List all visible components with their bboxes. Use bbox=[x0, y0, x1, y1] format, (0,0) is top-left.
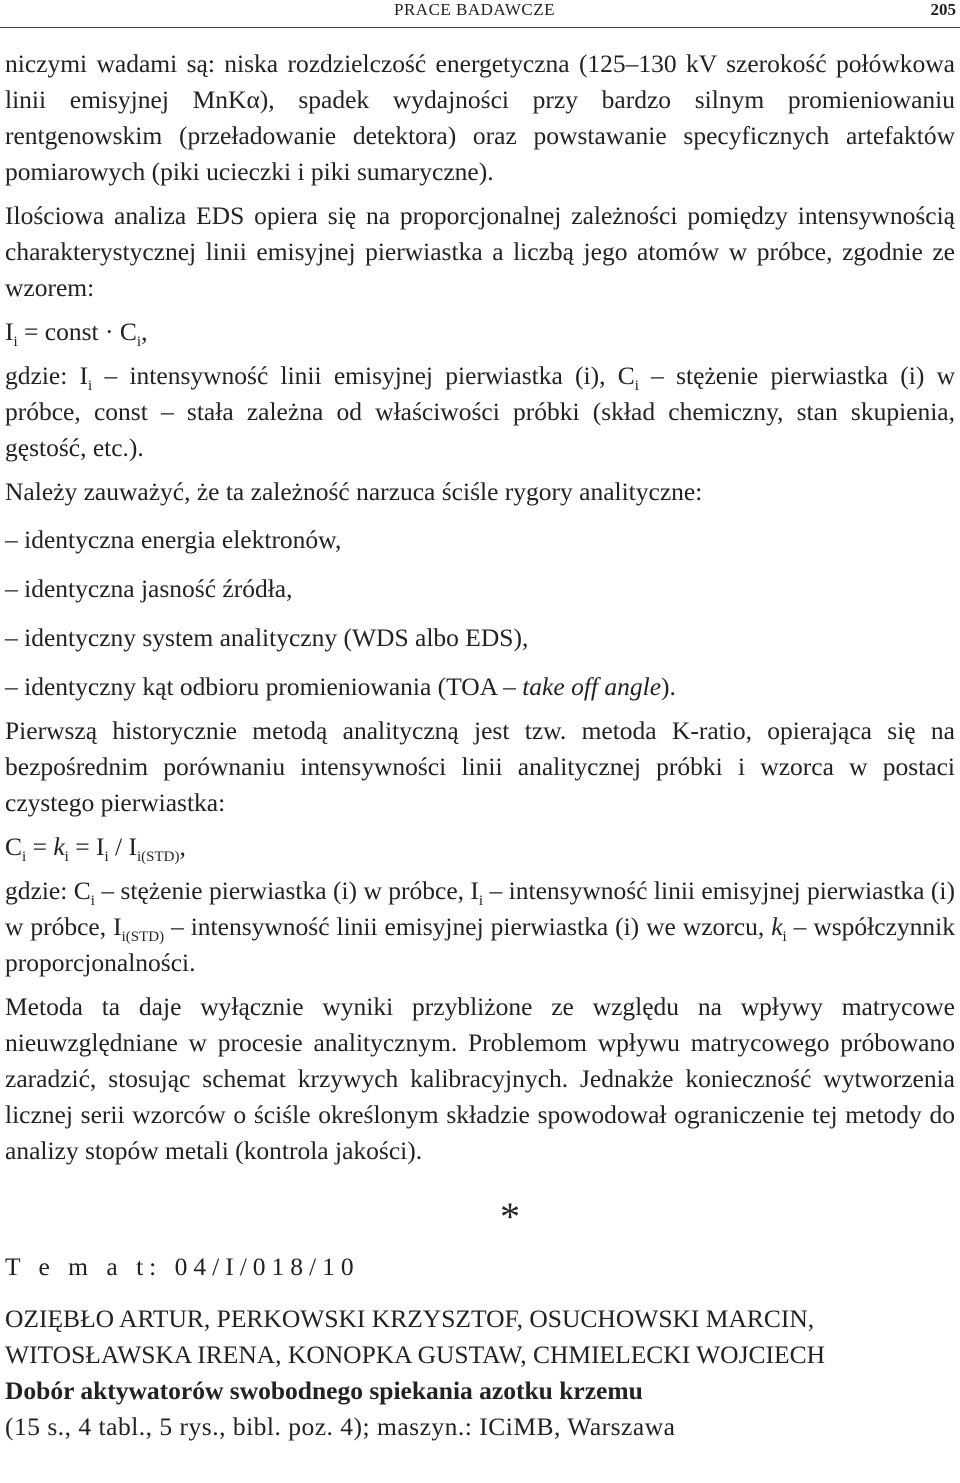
report-meta: (15 s., 4 tabl., 5 rys., bibl. poz. 4); maszyn.: ICiMB, Warszawa bbox=[5, 1412, 676, 1441]
report-title: Dobór aktywatorów swobodnego spiekania azotku krzemu bbox=[5, 1376, 643, 1405]
section-separator: * bbox=[500, 1194, 520, 1239]
paragraph-k-ratio: Pierwszą historycznie metodą analityczną jest tzw. metoda K-ratio, opierająca się na bezpośrednim porównaniu intensywności linii analitycznej próbki i wzorca w postaci czystego pierwiastka: bbox=[5, 716, 955, 817]
header-rule bbox=[0, 27, 960, 28]
page-number: 205 bbox=[930, 0, 956, 19]
rigors-list bbox=[5, 522, 955, 705]
paragraph-rigors: Należy zauważyć, że ta zależność narzuca ściśle rygory analityczne: bbox=[5, 477, 703, 506]
paragraph-k-ratio-legend: gdzie: $C_i$ – stężenie pierwiastka (i) w próbce, $I_i$ – intensywność linii emisyjnej pierwiastka (i) w próbce, $I_{i(STD)}$ – intensywność linii emisyjnej pierwiastka (i) we wzorcu, $k_i$ – współczynnik proporcjonalności. bbox=[5, 876, 955, 977]
list-item: – identyczna energia elektronów, bbox=[5, 525, 342, 554]
formula-k-ratio: $C_i = k_i = I_i / I_{i(STD)}$, bbox=[5, 832, 186, 865]
paragraph-formula-legend: gdzie: $I_i$ – intensywność linii emisyjnej pierwiastka (i), $C_i$ – stężenie pierwiastka (i) w próbce, const – stała zależna od właściwości próbki (skład chemiczny, stan skupienia, gęstość, etc.). bbox=[5, 361, 955, 462]
list-item: – identyczny system analityczny (WDS albo EDS), bbox=[5, 623, 529, 652]
page-body bbox=[5, 46, 955, 1445]
list-item: – identyczny kąt odbioru promieniowania (TOA – take off angle). bbox=[5, 672, 676, 701]
running-head: PRACE BADAWCZE bbox=[394, 0, 556, 19]
list-item: – identyczna jasność źródła, bbox=[5, 574, 293, 603]
paragraph-limitations: niczymi wadami są: niska rozdzielczość energetyczna (125–130 kV szerokość połówkowa linii emisyjnej MnKα), spadek wydajności przy bardzo silnym promieniowaniu rentgenowskim (przeładowanie detektora) oraz powstawanie specyficznych artefaktów pomiarowych (piki ucieczki i piki sumaryczne). bbox=[5, 49, 955, 186]
paragraph-matrix-effects: Metoda ta daje wyłącznie wyniki przybliżone ze względu na wpływy matrycowe nieuwzględniane w procesie analitycznym. Problemom wpływu matrycowego próbowano zaradzić, stosując schemat krzywych kalibracyjnych. Jednakże konieczność wytworzenia licznej serii wzorców o ściśle określonym składzie spowodował ograniczenie tej metody do analizy stopów metali (kontrola jakości). bbox=[5, 992, 955, 1165]
formula-intensity: $I_i$ = const · $C_i$, bbox=[5, 317, 148, 350]
authors: OZIĘBŁO ARTUR, PERKOWSKI KRZYSZTOF, OSUCHOWSKI MARCIN, WITOSŁAWSKA IRENA, KONOPKA GUSTAW, CHMIELECKI WOJCIECH bbox=[5, 1304, 826, 1369]
paragraph-eds-quantitative: Ilościowa analiza EDS opiera się na proporcjonalnej zależności pomiędzy intensywnością charakterystycznej linii emisyjnej pierwiastka a liczbą jego atomów w próbce, zgodnie ze wzorem: bbox=[5, 201, 955, 302]
topic-code: T e m a t: 04/I/018/10 bbox=[5, 1252, 360, 1281]
